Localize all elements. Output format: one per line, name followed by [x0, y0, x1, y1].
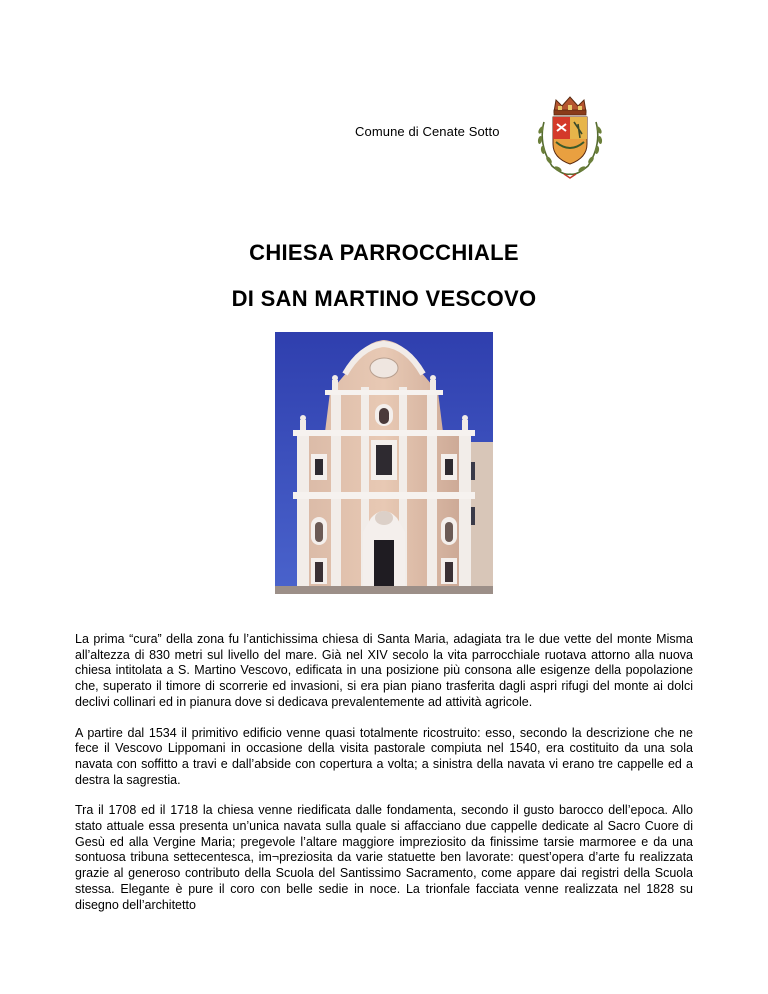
article-body	[75, 632, 693, 928]
paragraph-3: Tra il 1708 ed il 1718 la chiesa venne riedificata dalle fondamenta, secondo il gusto barocco dell’epoca. Allo stato attuale essa presenta un’unica navata sulla quale si affacciano due cappelle dedicate al Sacro Cuore di Gesù ed alla Vergine Maria; pregevole l’altare maggiore impreziosito da finissime tarsie marmoree e da una sontuosa tribuna settecentesca, im¬preziosita da varie statuette ben lavorate: quest’opera d’arte fu realizzata grazie al generoso contributo della Scuola del Santissimo Sacramento, come appare dai registri della Scuola stessa. Elegante è pure il coro con belle sedie in noce. La trionfale facciata venne realizzata nel 1828 su disegno dell’architetto	[75, 803, 693, 912]
coat-of-arms-icon	[530, 94, 610, 180]
page-title-line2: DI SAN MARTINO VESCOVO	[231, 286, 537, 311]
paragraph-1: La prima “cura” della zona fu l’antichissima chiesa di Santa Maria, adagiata tra le due vette del monte Misma all’altezza di 830 metri sul livello del mare. Già nel XIV secolo la vita parrocchiale ruotava attorno alla nuova chiesa intitolata a S. Martino Vescovo, edificata in una posizione più consona alle esigenze della popolazione che, superato il timore di scorrerie ed invasioni, si era pian piano trasferita dagli aspri rifugi del monte ai dolci declivi collinari ed in pianura dove si dedicava prevalentemente ad attività agricole.	[75, 632, 693, 709]
comune-name: Comune di Cenate Sotto	[355, 124, 500, 139]
page-title-line1: CHIESA PARROCCHIALE	[249, 240, 519, 265]
church-facade-image	[275, 332, 493, 594]
paragraph-2: A partire dal 1534 il primitivo edificio venne quasi totalmente ricostruito: esso, secondo la descrizione che ne fece il Vescovo Lippomani in occasione della visita pastorale compiuta nel 1540, era costituito da una sola navata con soffitto a travi e dall’abside con copertura a volta; a sinistra della navata vi erano tre cappelle ed a destra la sagrestia.	[75, 725, 693, 787]
